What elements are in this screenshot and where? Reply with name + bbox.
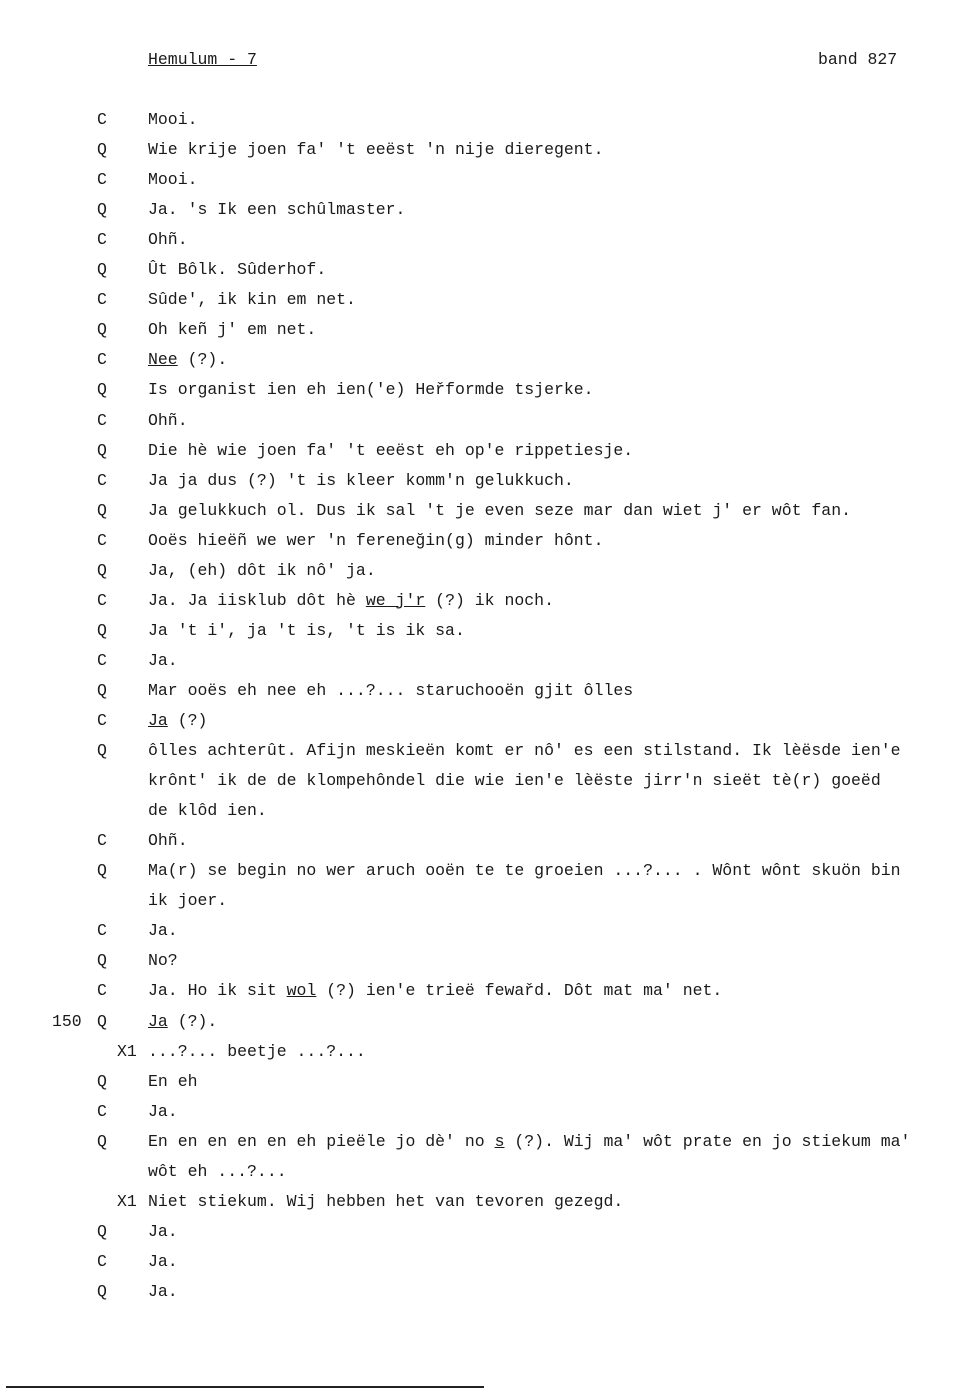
utterance-text: Ja, (eh) dôt ik nô' ja. xyxy=(148,560,376,580)
transcript-line xyxy=(0,651,979,673)
transcript-line xyxy=(0,501,979,523)
utterance-text: Sûde', ik kin em net. xyxy=(148,290,356,310)
utterance-text xyxy=(148,350,227,369)
transcript-line xyxy=(0,380,979,402)
transcript-line xyxy=(0,711,979,733)
transcript-line xyxy=(0,531,979,553)
speaker-label: Q xyxy=(97,861,107,881)
utterance-text: Ja. xyxy=(148,921,178,941)
speaker-label: Q xyxy=(97,440,107,460)
transcript-line xyxy=(0,320,979,342)
utterance-text: krônt' ik de de klompehôndel die wie ien'e lèëste jirr'n sieët tè(r) goeëd xyxy=(148,771,881,791)
speaker-label: C xyxy=(97,410,107,430)
transcript-line xyxy=(0,1072,979,1094)
speaker-label: Q xyxy=(97,680,107,700)
utterance-text: Ja. xyxy=(148,1101,178,1121)
utterance-text: wôt eh ...?... xyxy=(148,1161,287,1181)
text-segment: (?). xyxy=(167,1011,218,1031)
transcript-line xyxy=(0,861,979,883)
speaker-label: Q xyxy=(97,1131,107,1151)
utterance-text: Ja 't i', ja 't is, 't is ik sa. xyxy=(148,620,465,640)
transcript-line xyxy=(0,1012,979,1034)
speaker-label: Q xyxy=(97,1221,107,1241)
utterance-text: Ohñ. xyxy=(148,410,188,430)
underlined-text: wol xyxy=(286,981,317,1001)
underlined-text: s xyxy=(494,1131,505,1151)
transcript-line xyxy=(0,290,979,312)
transcript-line xyxy=(0,981,979,1003)
utterance-text: Mooi. xyxy=(148,110,198,129)
speaker-label: Q xyxy=(97,620,107,640)
underlined-text: we j'r xyxy=(365,590,426,610)
transcript-line xyxy=(0,1132,979,1154)
speaker-label: C xyxy=(97,470,107,490)
utterance-text: No? xyxy=(148,951,178,971)
speaker-label: Q xyxy=(97,200,107,220)
utterance-text xyxy=(148,591,554,610)
speaker-label: Q xyxy=(97,741,107,761)
utterance-text: Ooës hieëñ we wer 'n fereneğin(g) minder hônt. xyxy=(148,530,604,550)
utterance-text xyxy=(148,1012,217,1031)
transcript-line xyxy=(0,230,979,252)
speaker-label: Q xyxy=(97,560,107,580)
speaker-label: Q xyxy=(97,951,107,971)
transcript-line xyxy=(0,1192,979,1214)
speaker-label: Q xyxy=(97,1281,107,1301)
utterance-text: Is organist ien eh ien('e) Heřformde tsjerke. xyxy=(148,380,594,400)
speaker-label: Q xyxy=(97,1011,107,1031)
text-segment: Ja. Ja iisklub dôt hè xyxy=(148,590,366,610)
text-segment: Ja. Ho ik sit xyxy=(148,981,287,1001)
utterance-text: ik joer. xyxy=(148,891,228,911)
text-segment: (?) ien'e trieë fewařd. Dôt mat ma' net. xyxy=(316,981,723,1001)
utterance-text: Ja. xyxy=(148,1281,178,1301)
transcript-line xyxy=(0,801,979,823)
text-segment: (?) xyxy=(167,711,208,730)
utterance-text: En eh xyxy=(148,1071,198,1091)
underlined-text: Ja xyxy=(148,1011,168,1031)
utterance-text: Ja ja dus (?) 't is kleer komm'n gelukkuch. xyxy=(148,470,574,490)
utterance-text: Mar ooës eh nee eh ...?... staruchooën gjit ôlles xyxy=(148,680,634,700)
page-title: Hemulum - 7 xyxy=(148,50,257,69)
utterance-text xyxy=(148,981,722,1000)
speaker-label: X1 xyxy=(117,1191,137,1211)
underlined-text: Nee xyxy=(148,350,178,370)
transcript-line xyxy=(0,561,979,583)
utterance-text: Niet stiekum. Wij hebben het van tevoren gezegd. xyxy=(148,1191,624,1211)
transcript-line xyxy=(0,441,979,463)
text-segment: (?). xyxy=(177,350,228,370)
speaker-label: Q xyxy=(97,320,107,340)
utterance-text: Ja. xyxy=(148,1251,178,1271)
utterance-text: Oh keñ j' em net. xyxy=(148,320,317,340)
transcript-line xyxy=(0,951,979,973)
transcript-line xyxy=(0,891,979,913)
speaker-label: C xyxy=(97,170,107,190)
band-number: band 827 xyxy=(818,50,898,69)
speaker-label: C xyxy=(97,110,107,129)
speaker-label: C xyxy=(97,831,107,851)
utterance-text xyxy=(148,1132,910,1151)
utterance-text: Ja. 's Ik een schûlmaster. xyxy=(148,200,406,220)
speaker-label: C xyxy=(97,650,107,670)
text-segment: (?) ik noch. xyxy=(425,590,554,610)
transcript-line xyxy=(0,741,979,763)
speaker-label: C xyxy=(97,711,107,730)
utterance-text: de klôd ien. xyxy=(148,801,267,821)
utterance-text: Ma(r) se begin no wer aruch ooën te te groeien ...?... . Wônt wônt skuön bin xyxy=(148,861,901,881)
text-segment: (?). Wij ma' wôt prate en jo stiekum ma' xyxy=(504,1131,911,1151)
transcript-line xyxy=(0,1042,979,1064)
speaker-label: C xyxy=(97,290,107,310)
speaker-label: C xyxy=(97,1101,107,1121)
utterance-text: ...?... beetje ...?... xyxy=(148,1041,366,1061)
utterance-text: Ja. xyxy=(148,1221,178,1241)
speaker-label: C xyxy=(97,530,107,550)
bottom-rule xyxy=(6,1386,484,1388)
transcript-line xyxy=(0,1252,979,1274)
transcript-line xyxy=(0,771,979,793)
utterance-text: Ja. xyxy=(148,650,178,670)
speaker-label: Q xyxy=(97,500,107,520)
transcript-line xyxy=(0,260,979,282)
speaker-label: Q xyxy=(97,380,107,400)
utterance-text: Wie krije joen fa' 't eeëst 'n nije dieregent. xyxy=(148,140,604,160)
transcript-line xyxy=(0,170,979,192)
speaker-label: C xyxy=(97,981,107,1001)
transcript-line xyxy=(0,621,979,643)
transcript-line xyxy=(0,1162,979,1184)
speaker-label: C xyxy=(97,350,107,370)
transcript-line xyxy=(0,200,979,222)
text-segment: En en en en en eh pieële jo dè' no xyxy=(148,1131,495,1151)
transcript-line xyxy=(0,1102,979,1124)
utterance-text: Die hè wie joen fa' 't eeëst eh op'e rippetiesje. xyxy=(148,440,634,460)
transcript-line xyxy=(0,110,979,132)
speaker-label: Q xyxy=(97,140,107,160)
speaker-label: C xyxy=(97,1251,107,1271)
utterance-text: Ût Bôlk. Sûderhof. xyxy=(148,260,327,280)
underlined-text: Ja xyxy=(148,711,168,730)
speaker-label: C xyxy=(97,230,107,250)
transcript-line xyxy=(0,471,979,493)
transcript-line xyxy=(0,411,979,433)
transcript-line xyxy=(0,140,979,162)
utterance-text: Ja gelukkuch ol. Dus ik sal 't je even seze mar dan wiet j' er wôt fan. xyxy=(148,500,852,520)
speaker-label: Q xyxy=(97,1071,107,1091)
speaker-label: C xyxy=(97,590,107,610)
speaker-label: Q xyxy=(97,260,107,280)
speaker-label: X1 xyxy=(117,1041,137,1061)
utterance-text: Ohñ. xyxy=(148,230,188,250)
line-number: 150 xyxy=(52,1011,82,1031)
utterance-text: ôlles achterût. Afijn meskieën komt er nô' es een stilstand. Ik lèësde ien'e xyxy=(148,741,901,761)
transcript-line xyxy=(0,591,979,613)
transcript-line xyxy=(0,1222,979,1244)
transcript-line xyxy=(0,350,979,372)
transcript-line xyxy=(0,1282,979,1304)
transcript-line xyxy=(0,921,979,943)
utterance-text xyxy=(148,711,207,730)
transcript-line xyxy=(0,681,979,703)
speaker-label: C xyxy=(97,921,107,941)
utterance-text: Mooi. xyxy=(148,170,198,190)
transcript-line xyxy=(0,831,979,853)
utterance-text: Ohñ. xyxy=(148,831,188,851)
